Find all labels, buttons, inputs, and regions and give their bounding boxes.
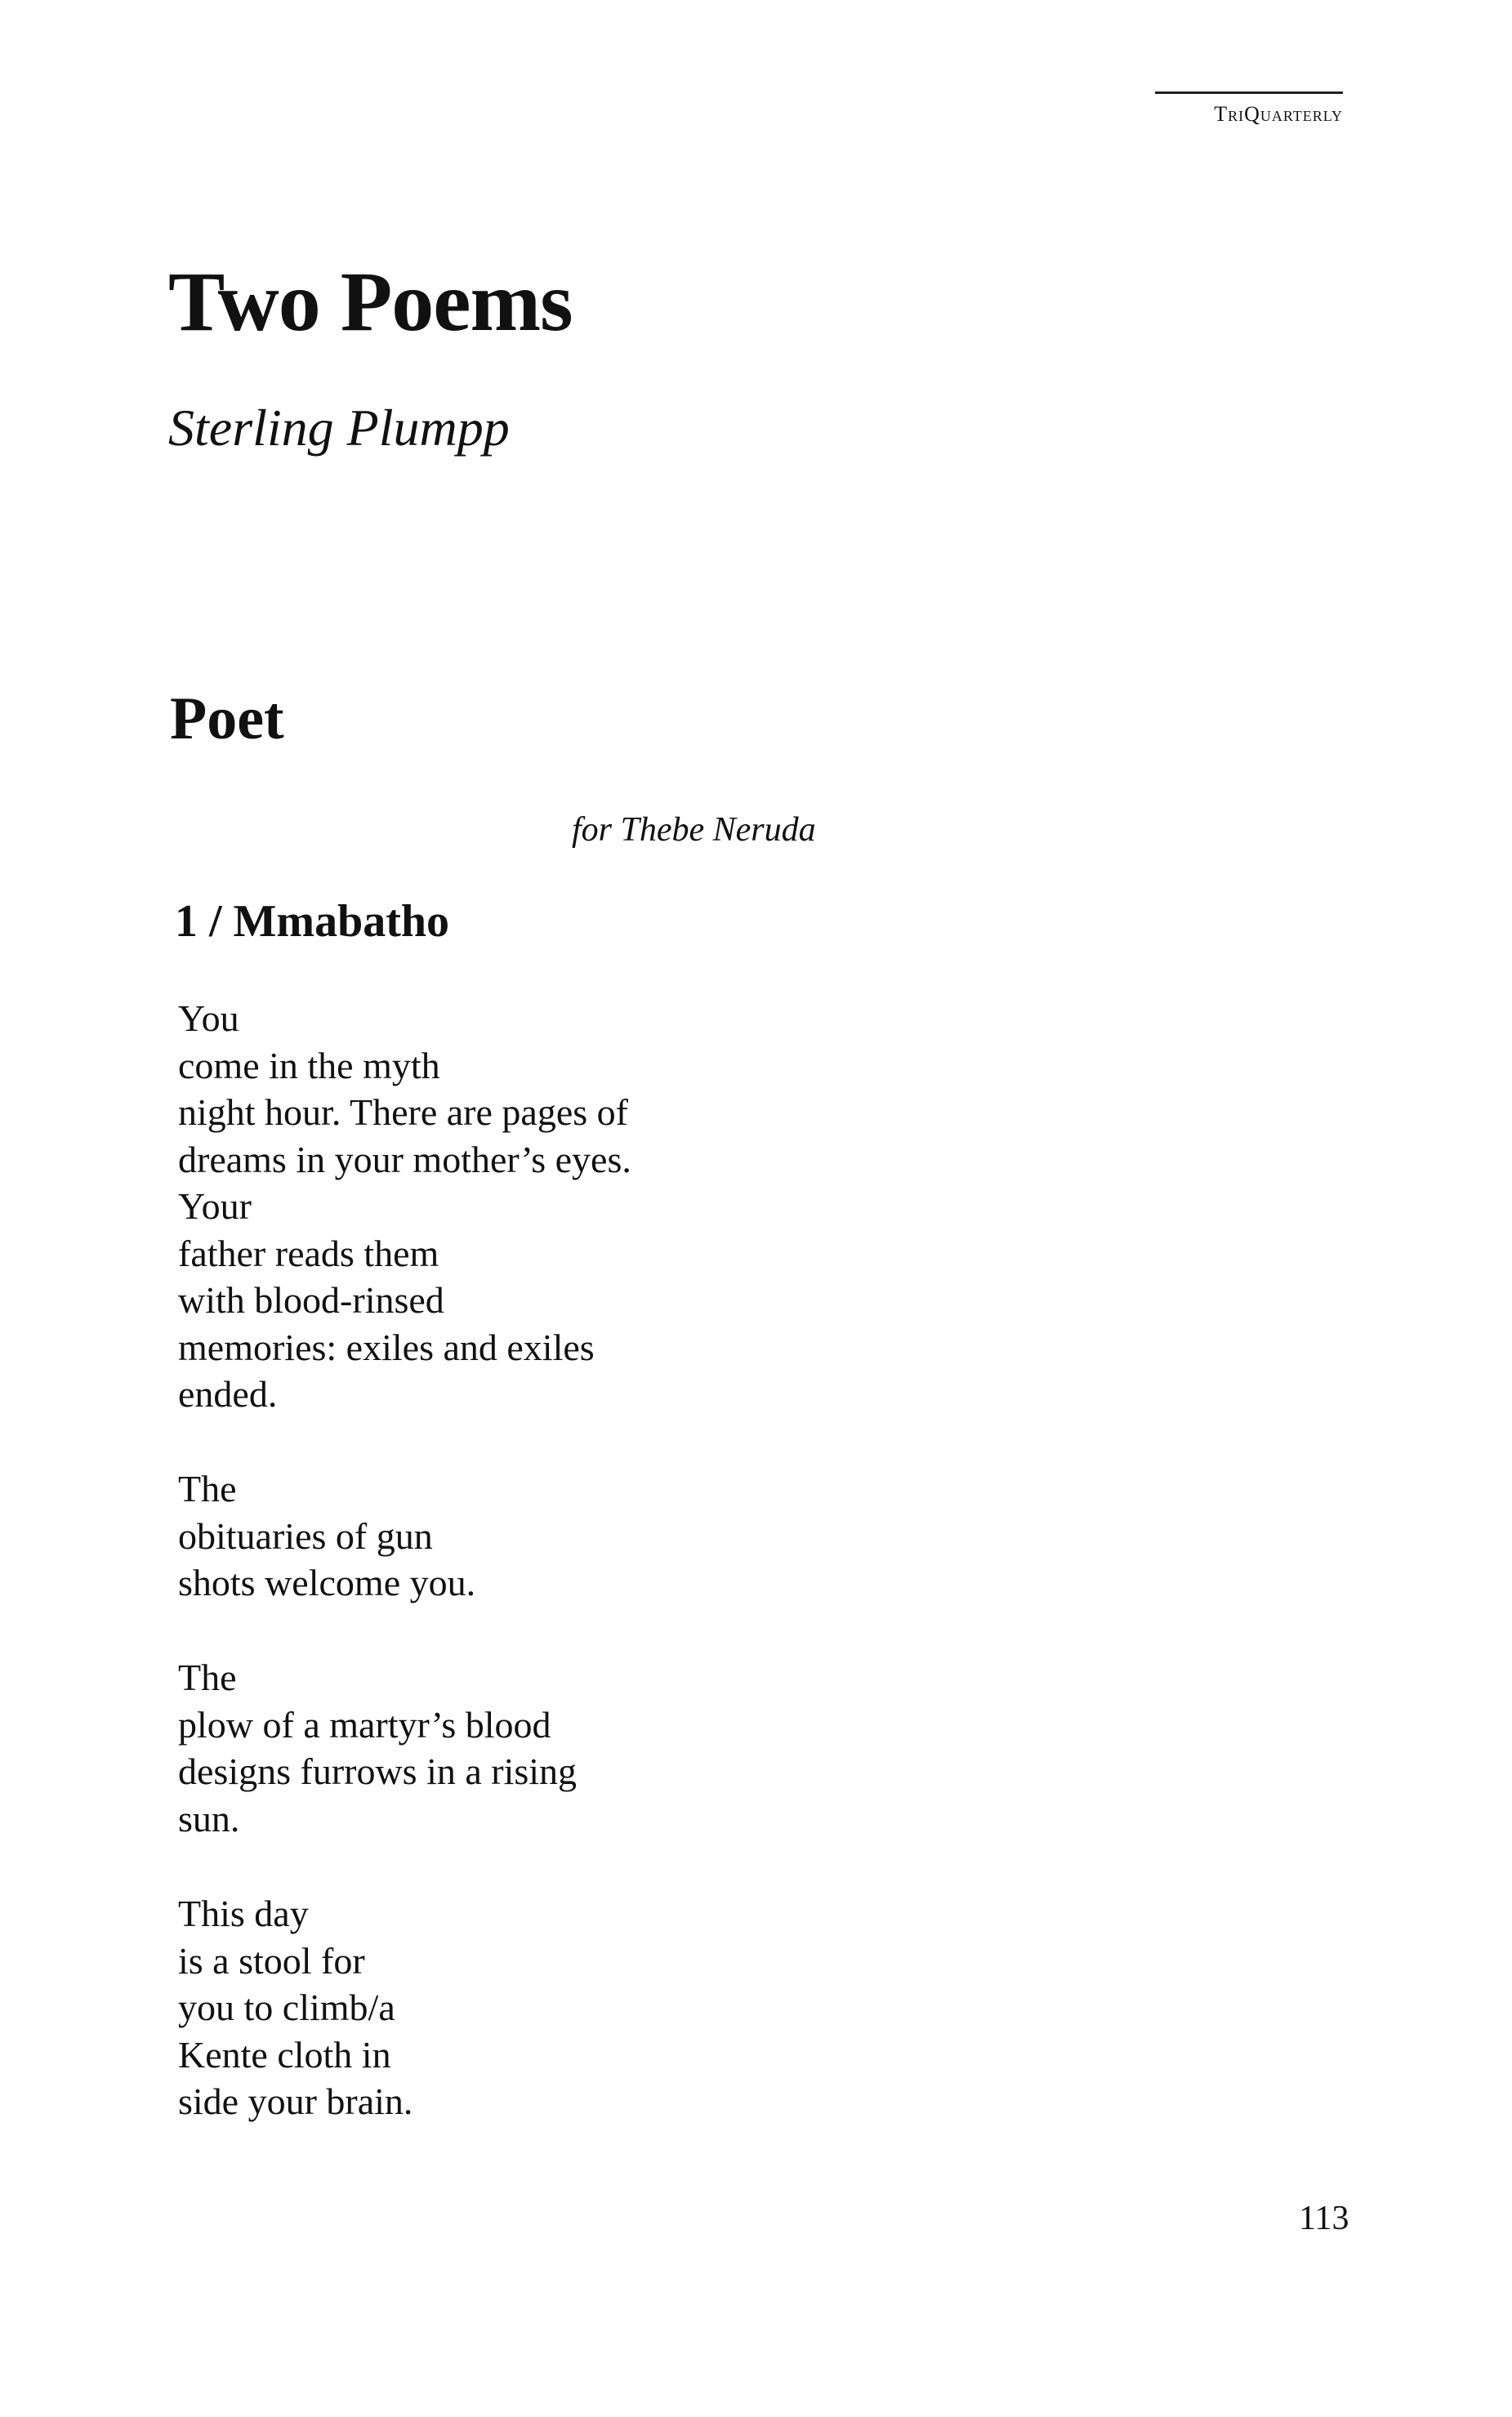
dedication: for Thebe Neruda xyxy=(572,811,816,849)
section-title: 1 / Mmabatho xyxy=(175,896,449,947)
poem-line: The xyxy=(178,1657,237,1698)
poem-line: shots welcome you. xyxy=(178,1562,476,1603)
stanza-3 xyxy=(178,1654,577,1842)
running-head: TriQuarterly xyxy=(1155,91,1343,127)
page-number: 113 xyxy=(1299,2200,1349,2237)
poem-line: you to climb/a xyxy=(178,1987,395,2028)
poem-line: dreams in your mother’s eyes. xyxy=(178,1138,631,1180)
poem-line: plow of a martyr’s blood xyxy=(178,1703,551,1746)
poem-line: obituaries of gun xyxy=(178,1514,433,1557)
stanza-4 xyxy=(178,1890,413,2125)
poem-line: with blood-rinsed xyxy=(178,1279,444,1321)
stanza-2 xyxy=(178,1465,475,1607)
poem-line: designs furrows in a rising xyxy=(178,1750,578,1792)
stanza-1 xyxy=(178,995,631,1418)
poem-line: The xyxy=(178,1468,237,1510)
poem-line: side your brain. xyxy=(178,2080,413,2122)
poem-line: night hour. There are pages of xyxy=(178,1091,628,1133)
poem-line: memories: exiles and exiles xyxy=(178,1326,595,1368)
poem-line: sun. xyxy=(178,1797,240,1840)
poem-title: Poet xyxy=(170,685,284,752)
poem-line: ended. xyxy=(178,1373,278,1415)
poem-line: father reads them xyxy=(178,1232,439,1274)
author-name: Sterling Plumpp xyxy=(168,399,510,457)
page-title: Two Poems xyxy=(168,255,573,349)
poem-line: This day xyxy=(178,1893,309,1934)
poem-line: Kente cloth in xyxy=(178,2033,391,2076)
poem-line: You xyxy=(178,997,239,1039)
poem-line: Your xyxy=(178,1185,252,1227)
poem-line: is a stool for xyxy=(178,1939,365,1982)
poem-line: come in the myth xyxy=(178,1044,440,1086)
